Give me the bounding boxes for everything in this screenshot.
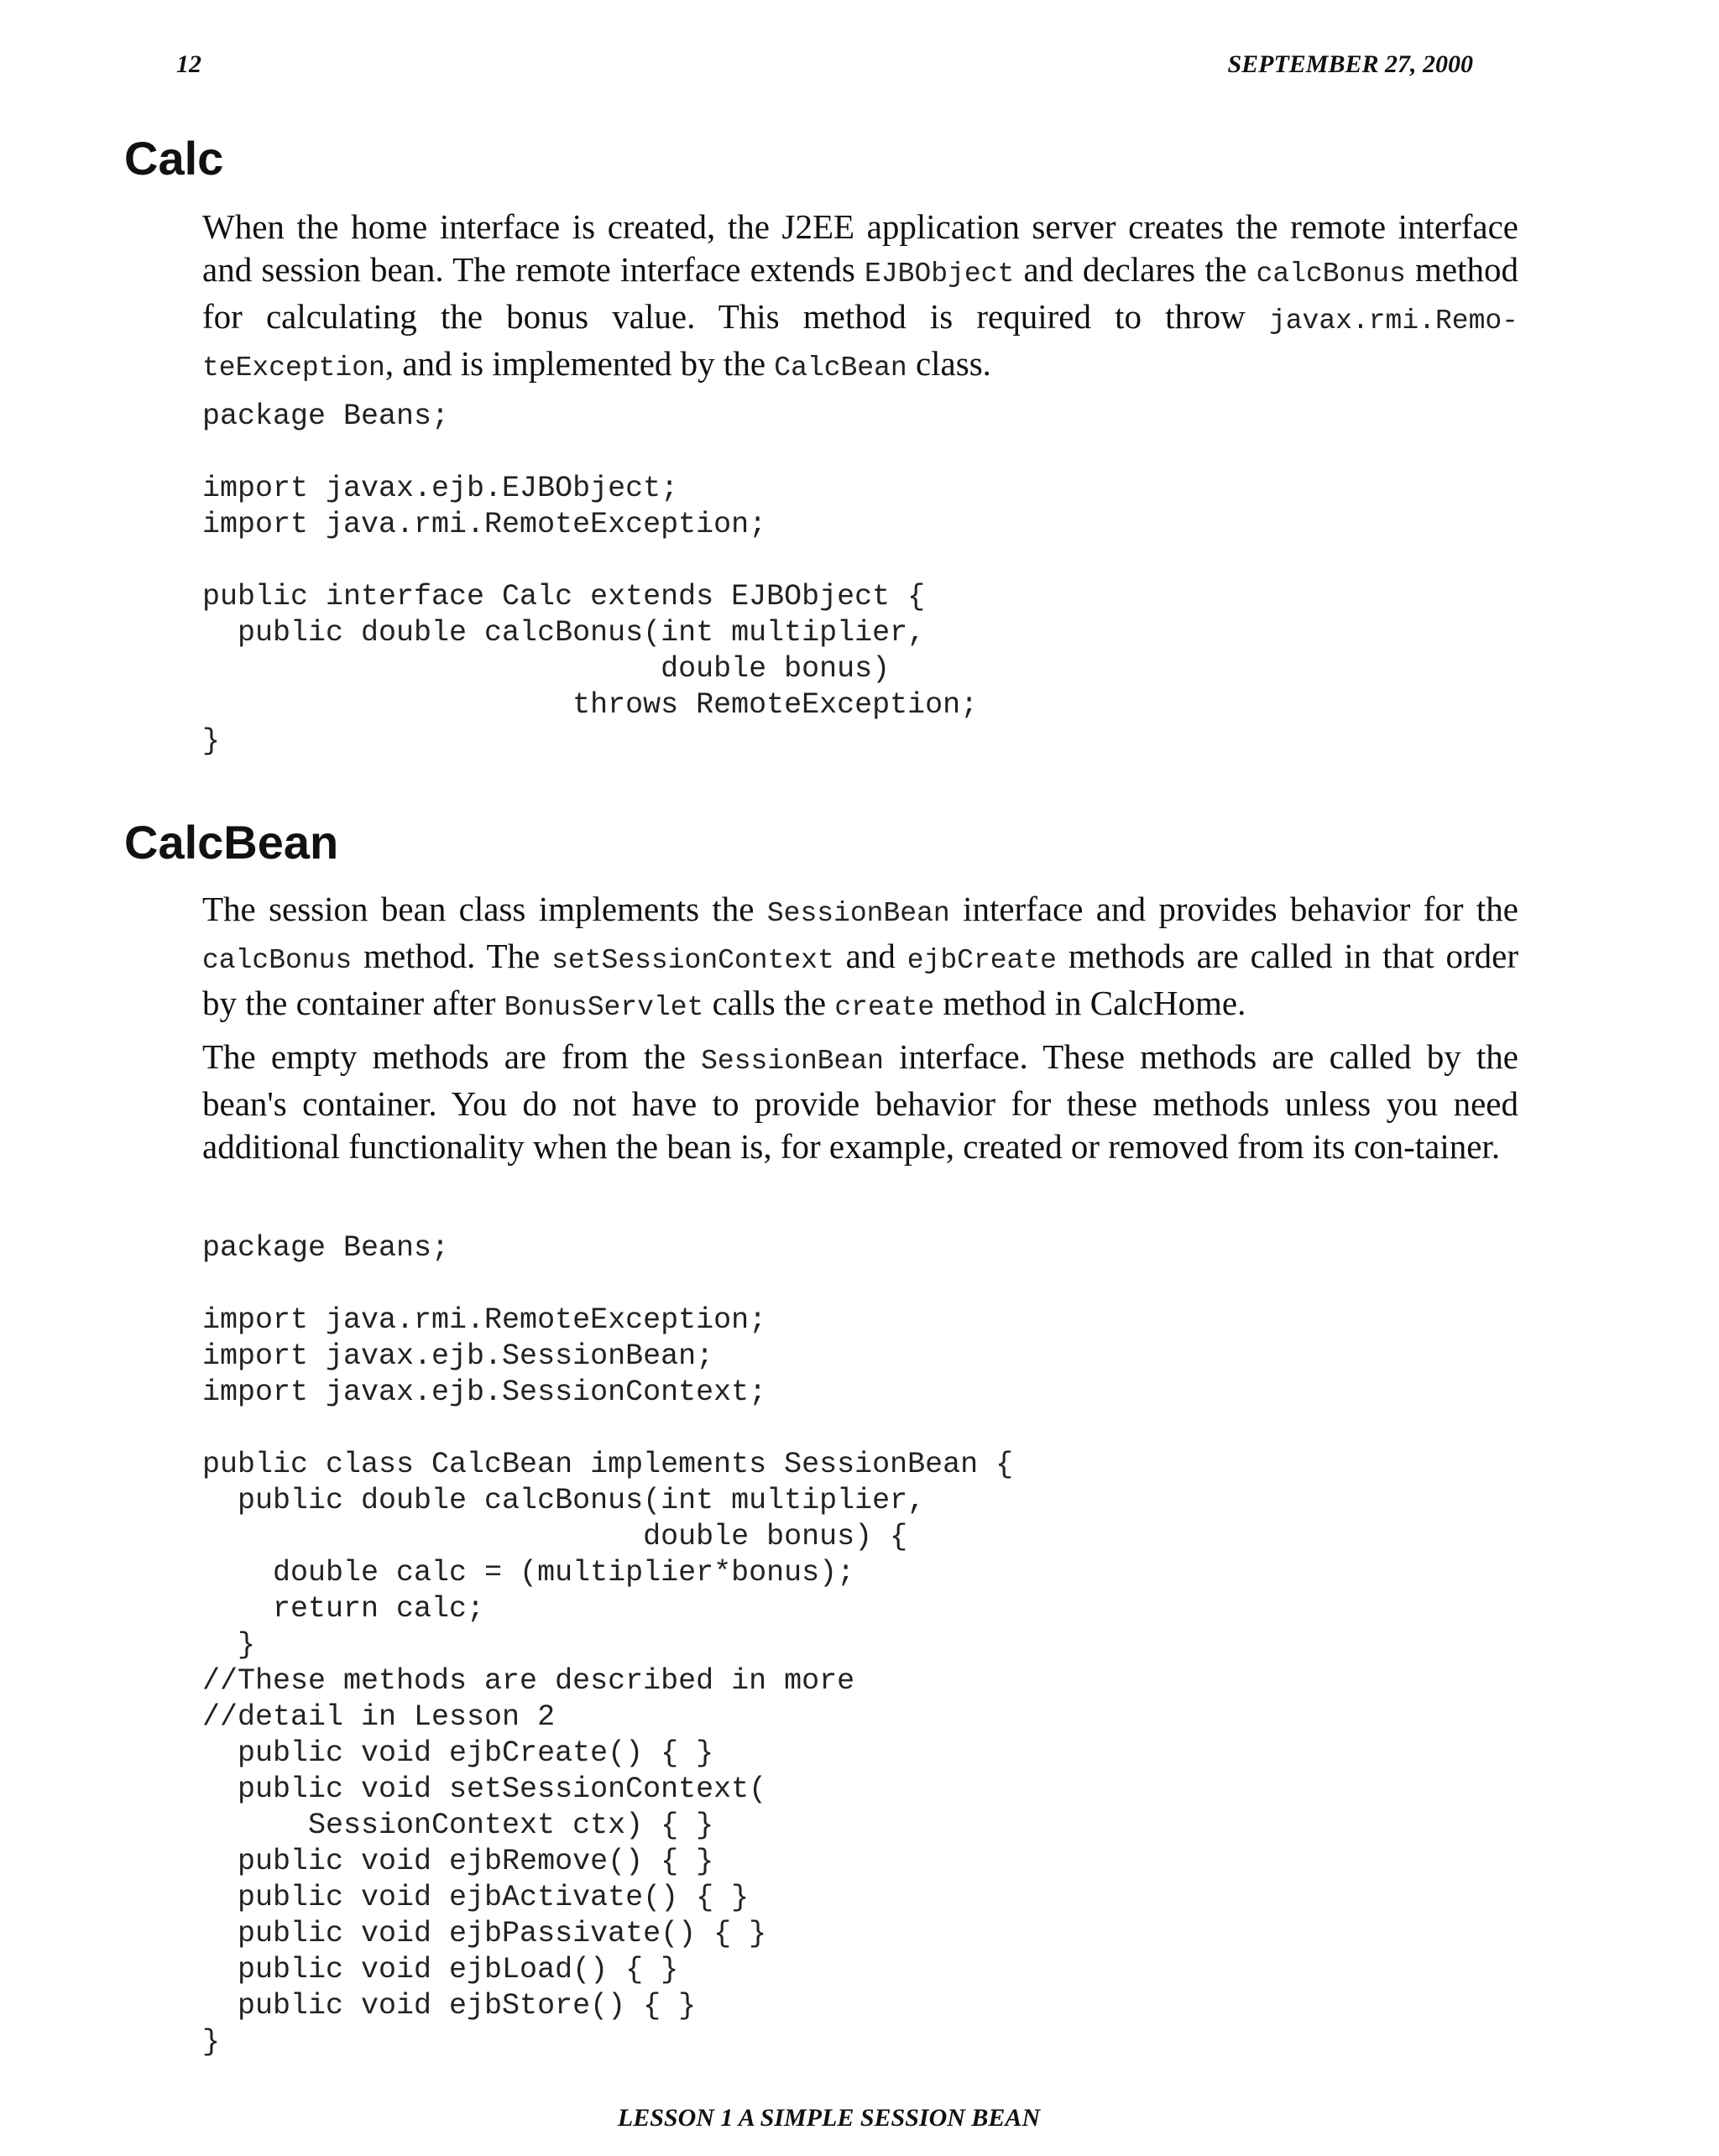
code-block-calc: package Beans; import javax.ejb.EJBObject; import java.rmi.RemoteException; public interface Calc extends EJBObject { public double calcBonus(int multiplier, double bonus) throws RemoteException; }	[202, 399, 979, 758]
page-footer: LESSON 1 A SIMPLE SESSION BEAN	[617, 2104, 1041, 2132]
inline-code: EJBObject	[865, 258, 1015, 290]
paragraph-text: calls the	[703, 984, 835, 1022]
inline-code: CalcBean	[774, 352, 907, 384]
paragraph-text: method. The	[352, 937, 552, 975]
section-paragraph	[202, 206, 1518, 389]
inline-code: ejbCreate	[907, 945, 1057, 976]
paragraph-text: and	[833, 937, 907, 975]
paragraph-text: class.	[907, 344, 991, 383]
inline-code: javax.rmi.Remo-teException	[202, 305, 1518, 384]
paragraph-text: method for calculating the bonus value. This method is required to throw	[202, 250, 1518, 336]
paragraph-text: The empty methods are from the	[202, 1037, 702, 1076]
page-number: 12	[176, 50, 201, 78]
inline-code: create	[834, 992, 935, 1023]
inline-code: setSessionContext	[551, 945, 834, 976]
code-block-calcbean: package Beans; import java.rmi.RemoteException; import javax.ejb.SessionBean; import javax.ejb.SessionContext; public class CalcBean implements SessionBean { public double calcBonus(int multiplier, double bonus) { double calc = (multiplier*bonus); return calc; } //These methods are described in more //detail in Lesson 2 public void ejbCreate() { } public void setSessionContext( SessionContext ctx) { } public void ejbRemove() { } public void ejbActivate() { } public void ejbPassivate() { } public void ejbLoad() { } public void ejbStore() { } }	[202, 1231, 1014, 2059]
inline-code: calcBonus	[1256, 258, 1406, 290]
inline-code: SessionBean	[766, 898, 950, 929]
section-paragraph	[202, 888, 1518, 1029]
paragraph-text: , and is implemented by the	[384, 344, 775, 383]
section-heading-calc: Calc	[124, 132, 224, 185]
inline-code: SessionBean	[701, 1046, 884, 1077]
paragraph-text: methods are called in that order by the container after	[202, 937, 1518, 1022]
paragraph-text: and declares the	[1014, 250, 1257, 289]
paragraph-text: The session bean class implements the	[202, 890, 767, 928]
paragraph-text: interface. These methods are called by the bean's container. You do not have to provide behavior for these methods unless you need additional functionality when the bean is, for example, created or removed from its con-tainer.	[202, 1037, 1519, 1166]
inline-code: calcBonus	[202, 945, 353, 976]
paragraph-text: method in CalcHome.	[934, 984, 1246, 1022]
section-paragraph	[202, 1036, 1518, 1168]
inline-code: BonusServlet	[504, 992, 704, 1023]
section-heading-calcbean: CalcBean	[124, 816, 339, 869]
page-date: SEPTEMBER 27, 2000	[1227, 50, 1473, 78]
paragraph-text: interface and provides behavior for the	[949, 890, 1518, 928]
paragraph-text: When the home interface is created, the J2EE application server creates the remote interface and session bean. The remote interface extends	[202, 207, 1518, 289]
page-header	[176, 50, 1473, 84]
